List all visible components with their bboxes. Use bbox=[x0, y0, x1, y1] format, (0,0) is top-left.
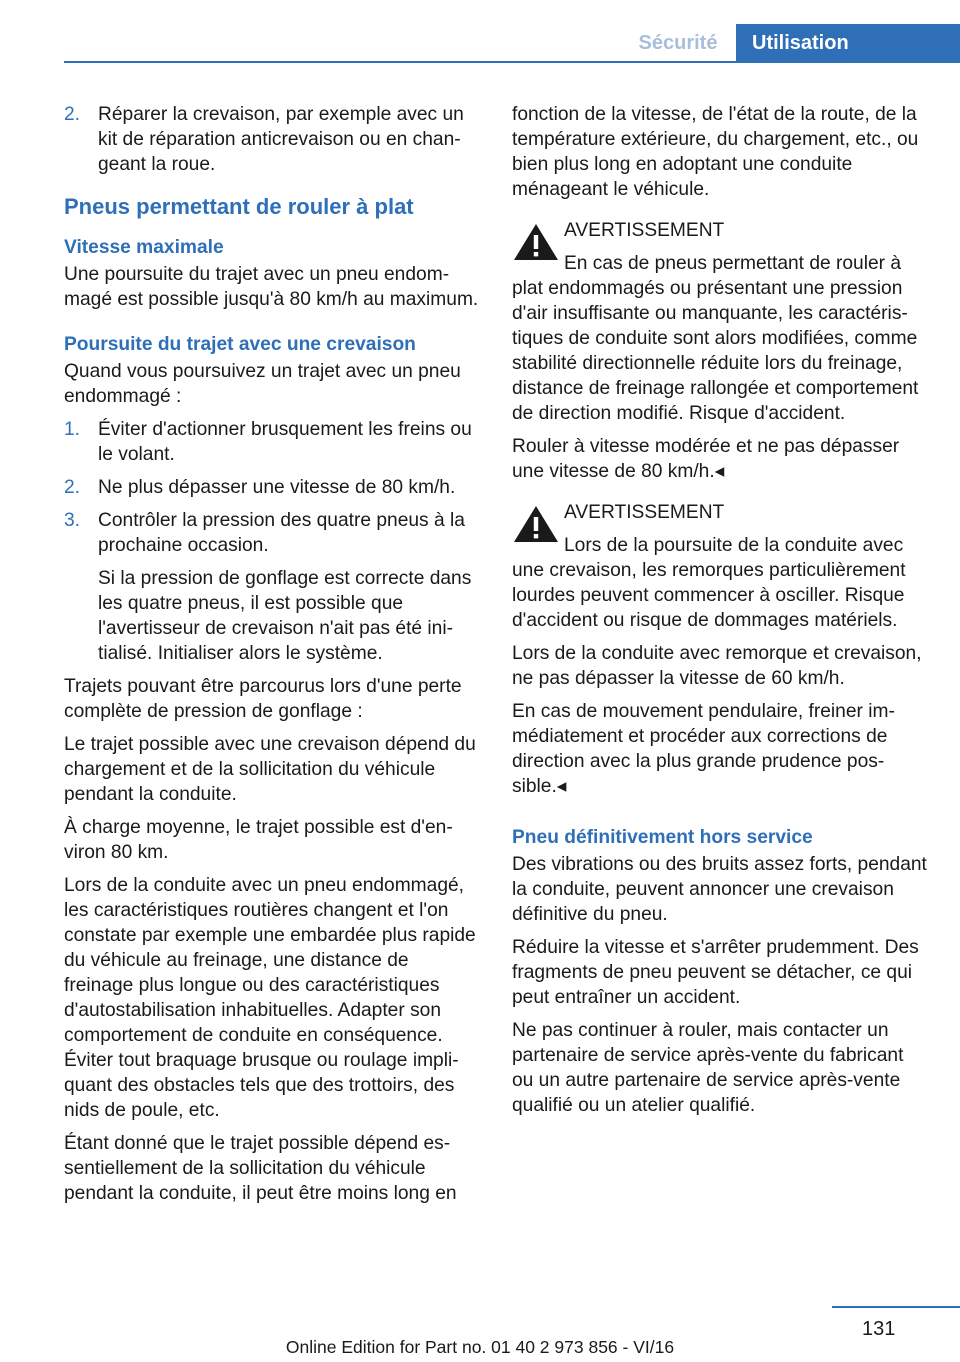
right-column bbox=[512, 102, 928, 1126]
header-divider bbox=[64, 61, 960, 63]
paragraph: Lors de la conduite avec un pneu endommagé, les caractéristiques routières changent et l'on constate par exemple une embardée plus rapide du véhicule au freinage, une distance de freinage plus longue ou des caractéristiques d'autostabilisation inhabituelles. Adapter son comportement de conduite en conséquence. Éviter tout braquage brusque ou roulage impliquant des obstacles tels que des trottoirs, des nids de poule, etc. bbox=[64, 875, 476, 1121]
warning-text: Lors de la poursuite de la conduite avec une crevaison, les remorques particulièrement lourdes peuvent commencer à osciller. Risque d'accident ou risque de dommages matériels. bbox=[512, 535, 906, 631]
paragraph: fonction de la vitesse, de l'état de la route, de la température extérieure, du chargement, etc., ou bien plus long en adoptant une conduite ménageant le véhicule. bbox=[512, 104, 919, 200]
warning-triangle-icon bbox=[512, 504, 560, 544]
list-number: 3. bbox=[64, 510, 81, 531]
warning-box bbox=[512, 500, 928, 799]
footer-divider bbox=[832, 1306, 960, 1308]
page-header bbox=[0, 0, 960, 62]
paragraph: Réduire la vitesse et s'arrêter prudemment. Des fragments de pneu peuvent se détacher, ce qui peut entraîner un accident. bbox=[512, 937, 919, 1008]
left-column bbox=[64, 102, 480, 1214]
subsection-heading: Vitesse maximale bbox=[64, 237, 224, 258]
warning-title: AVERTISSEMENT bbox=[564, 220, 725, 241]
list-text: Réparer la crevaison, par exemple avec un kit de réparation anticrevaison ou en changeant la roue. bbox=[98, 104, 464, 175]
warning-triangle-icon bbox=[512, 222, 560, 262]
paragraph: Des vibrations ou des bruits assez forts, pendant la conduite, peuvent annoncer une crevaison définitive du pneu. bbox=[512, 854, 927, 925]
paragraph: Quand vous poursuivez un trajet avec un pneu endommagé : bbox=[64, 361, 461, 407]
list-item bbox=[64, 508, 480, 666]
list-number: 2. bbox=[64, 104, 81, 125]
paragraph: Une poursuite du trajet avec un pneu endommagé est possible jusqu'à 80 km/h au maximum. bbox=[64, 264, 479, 310]
warning-title: AVERTISSEMENT bbox=[564, 502, 725, 523]
paragraph: Ne pas continuer à rouler, mais contacter un partenaire de service après-vente du fabricant ou un autre partenaire de service après-vente qualifié ou un atelier qualifié. bbox=[512, 1020, 904, 1116]
paragraph: Le trajet possible avec une crevaison dépend du chargement et de la sollicitation du véhicule pendant la conduite. bbox=[64, 734, 476, 805]
warning-action: En cas de mouvement pendulaire, freiner immédiatement et procéder aux corrections de direction avec la plus grande prudence possible.◂ bbox=[512, 701, 895, 797]
list-item bbox=[64, 417, 480, 467]
warning-box bbox=[512, 218, 928, 484]
page-number: 131 bbox=[862, 1318, 896, 1340]
warning-action: Lors de la conduite avec remorque et crevaison, ne pas dépasser la vitesse de 60 km/h. bbox=[512, 643, 922, 689]
paragraph: Trajets pouvant être parcourus lors d'une perte complète de pression de gonflage : bbox=[64, 676, 462, 722]
list-text: Contrôler la pression des quatre pneus à la prochaine occasion. bbox=[98, 510, 465, 556]
list-body bbox=[98, 508, 480, 666]
list-text: Ne plus dépasser une vitesse de 80 km/h. bbox=[98, 477, 456, 498]
list-note: Si la pression de gonflage est correcte dans les quatre pneus, il est possible que l'avertisseur de crevaison n'ait pas été initialisé. Initialiser alors le système. bbox=[98, 568, 472, 664]
list-text: Éviter d'actionner brusquement les freins ou le volant. bbox=[98, 419, 472, 465]
list-item bbox=[64, 102, 480, 177]
paragraph: Étant donné que le trajet possible dépend essentiellement de la sollicitation du véhicule pendant la conduite, il peut être moins long en bbox=[64, 1133, 457, 1204]
warning-text: En cas de pneus permettant de rouler à plat endommagés ou présentant une pression d'air insuffisante ou manquante, les caractéristiques de conduite sont alors modifiées, comme stabilité directionnelle réduite lors du freinage, distance de freinage rallongée et comportement de direction modifié. Risque d'accident. bbox=[512, 253, 919, 424]
subsection-heading: Poursuite du trajet avec une crevaison bbox=[64, 334, 416, 355]
edition-footer: Online Edition for Part no. 01 40 2 973 856 - VI/16 bbox=[285, 1337, 675, 1357]
list-number: 1. bbox=[64, 419, 81, 440]
paragraph: À charge moyenne, le trajet possible est d'environ 80 km. bbox=[64, 817, 453, 863]
section-tab-utilisation[interactable]: Utilisation bbox=[736, 24, 960, 62]
warning-action: Rouler à vitesse modérée et ne pas dépasser une vitesse de 80 km/h.◂ bbox=[512, 436, 900, 482]
section-tab-securite[interactable]: Sécurité bbox=[638, 32, 718, 54]
list-item bbox=[64, 475, 480, 500]
subsection-heading: Pneu définitivement hors service bbox=[512, 827, 813, 848]
list-number: 2. bbox=[64, 477, 81, 498]
section-heading: Pneus permettant de rouler à plat bbox=[64, 194, 414, 219]
